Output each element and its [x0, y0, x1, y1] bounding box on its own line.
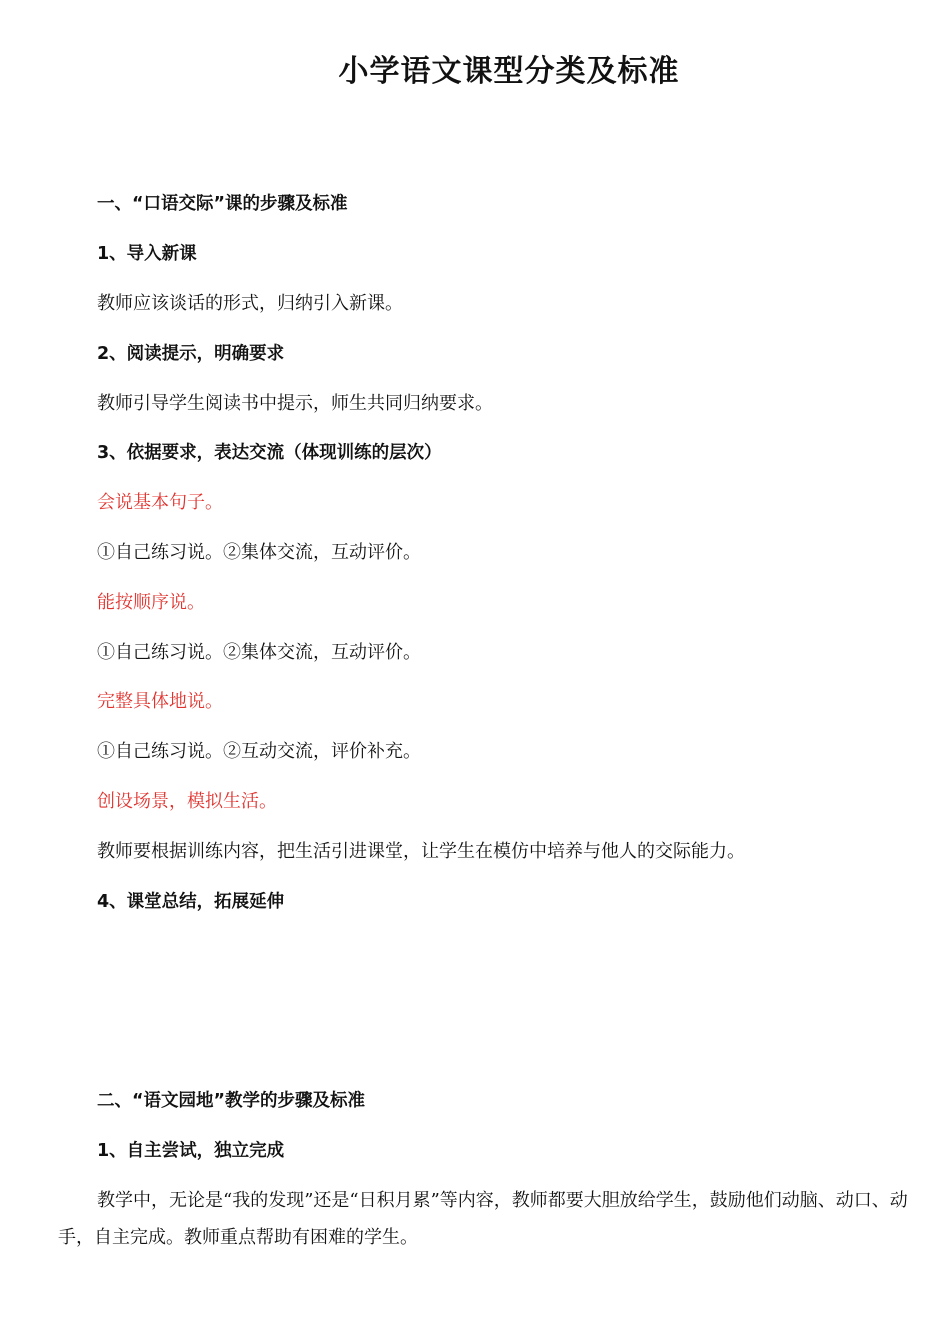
level-text: ①自己练习说。②互动交流，评价补充。: [97, 741, 421, 762]
level-label: 能按顺序说。: [97, 592, 205, 613]
section1-step1-heading: 1、导入新课: [97, 244, 197, 264]
level-text: ①自己练习说。②集体交流，互动评价。: [97, 542, 421, 563]
section2-step1-text: 教学中，无论是“我的发现”还是“日积月累”等内容，教师都要大胆放给学生，鼓励他们动脑、动口、动手，自主完成。教师重点帮助有困难的学生。: [58, 1190, 908, 1248]
section1-step2-text: 教师引导学生阅读书中提示，师生共同归纳要求。: [97, 393, 493, 414]
section2-step1-heading: 1、自主尝试，独立完成: [97, 1141, 285, 1161]
section1-step2-heading: 2、阅读提示，明确要求: [97, 344, 285, 364]
level-label: 完整具体地说。: [97, 691, 223, 712]
level-text: ①自己练习说。②集体交流，互动评价。: [97, 642, 421, 663]
section1-step4-heading: 4、课堂总结，拓展延伸: [97, 892, 285, 912]
section2-heading: 二、“语文园地”教学的步骤及标准: [97, 1091, 366, 1111]
section1-heading: 一、“口语交际”课的步骤及标准: [97, 194, 348, 214]
section1-step1-text: 教师应该谈话的形式，归纳引入新课。: [97, 293, 403, 314]
level-label: 创设场景，模拟生活。: [97, 791, 277, 812]
level-text: 教师要根据训练内容，把生活引进课堂，让学生在模仿中培养与他人的交际能力。: [97, 841, 745, 862]
section1-step3-heading: 3、依据要求，表达交流（体现训练的层次）: [97, 443, 442, 463]
document-title: 小学语文课型分类及标准: [338, 54, 680, 89]
level-label: 会说基本句子。: [97, 492, 223, 513]
